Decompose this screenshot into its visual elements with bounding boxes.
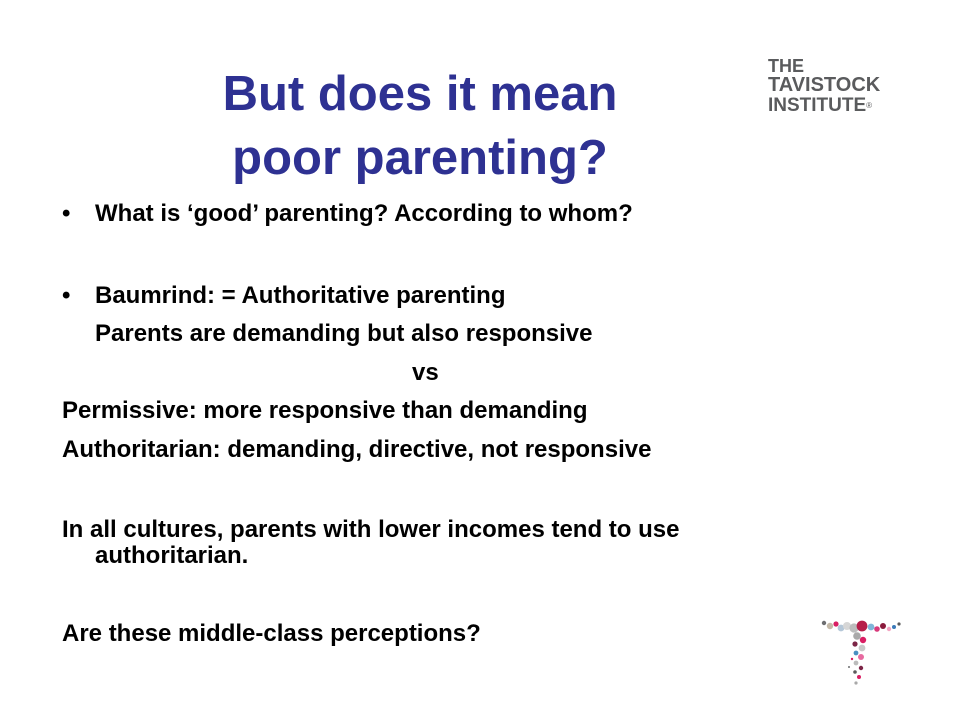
question-text: Are these middle-class perceptions? bbox=[62, 620, 481, 647]
tavistock-dots-mark bbox=[818, 615, 908, 695]
slide-title-line-1: But does it mean bbox=[222, 67, 618, 121]
logo-registered-mark: ® bbox=[866, 101, 873, 110]
authoritative-description: Parents are demanding but also responsive bbox=[95, 320, 593, 347]
logo-line-1: THE bbox=[768, 56, 804, 76]
bullet-1-marker: • bbox=[62, 200, 71, 227]
cultures-line-1: In all cultures, parents with lower incomes tend to use bbox=[62, 516, 680, 543]
bullet-2-text: Baumrind: = Authoritative parenting bbox=[95, 282, 506, 309]
logo-line-3-text: INSTITUTE bbox=[768, 95, 867, 116]
dots-t-mark-icon bbox=[822, 621, 901, 685]
permissive-text: Permissive: more responsive than demanding bbox=[62, 397, 588, 424]
vs-text: vs bbox=[412, 359, 439, 386]
logo-line-2: TAVISTOCK bbox=[768, 74, 881, 96]
cultures-line-2: authoritarian. bbox=[95, 542, 249, 569]
slide-title-line-2: poor parenting? bbox=[232, 131, 608, 185]
bullet-2-marker: • bbox=[62, 282, 71, 309]
authoritarian-text: Authoritarian: demanding, directive, not responsive bbox=[62, 436, 652, 463]
bullet-1-text: What is ‘good’ parenting? According to whom? bbox=[95, 200, 633, 227]
